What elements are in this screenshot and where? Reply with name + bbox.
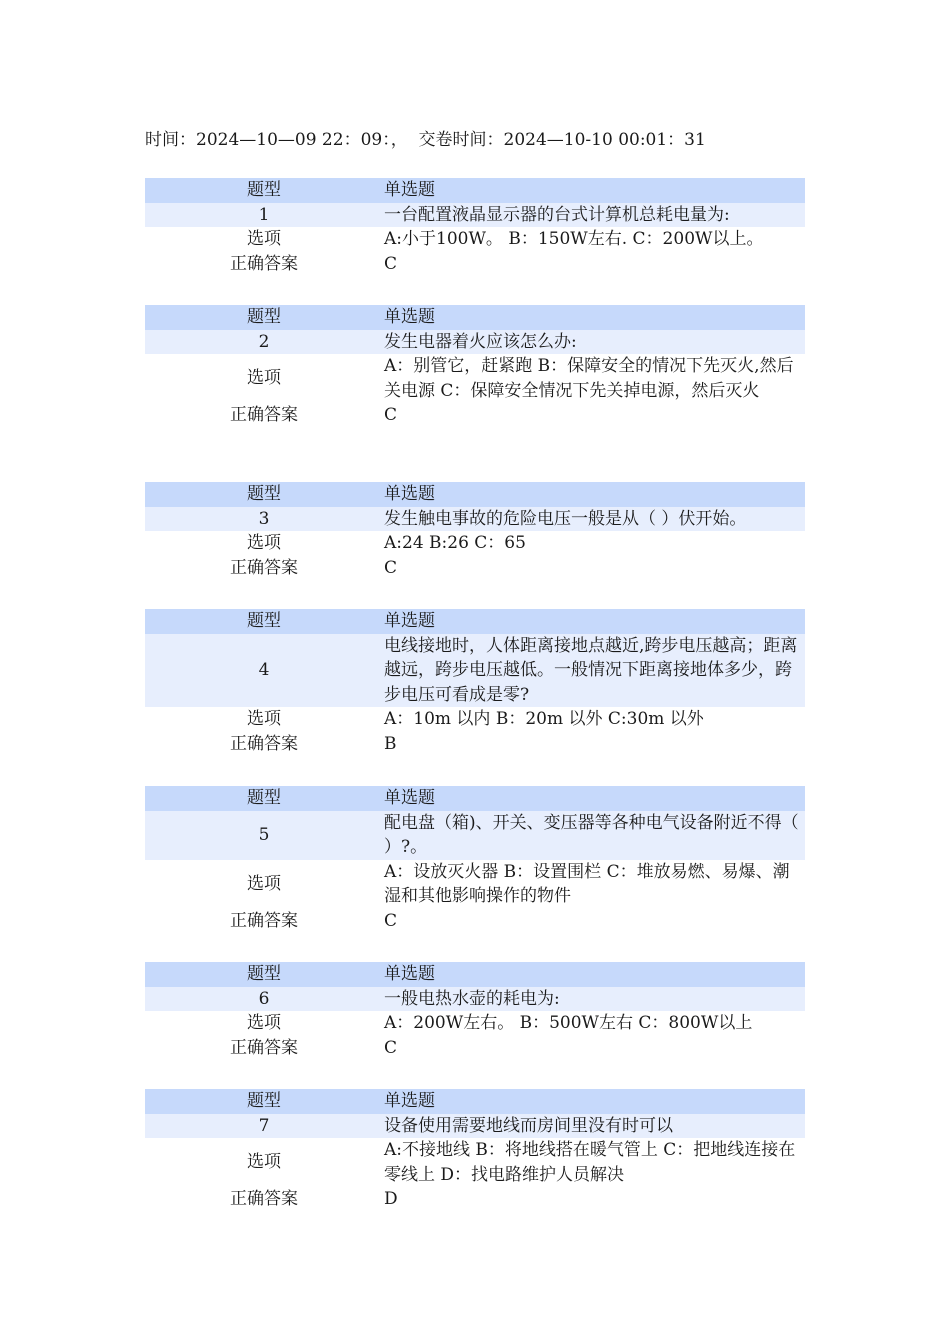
- submit-time-label: 交卷时间：: [418, 130, 504, 150]
- answer-label: 正确答案: [230, 253, 298, 274]
- question-number: 1: [258, 204, 270, 225]
- answer-row: [145, 1187, 805, 1212]
- options-row: [145, 227, 805, 252]
- answer-row: [145, 556, 805, 581]
- answer-value: C: [384, 405, 398, 425]
- answer-value: B: [384, 733, 397, 754]
- question-block-2: [145, 305, 805, 428]
- options-row: [145, 531, 805, 556]
- type-value: 单选题: [384, 1091, 435, 1111]
- question-number: 4: [258, 660, 270, 680]
- question-block-3: [145, 482, 805, 580]
- answer-label: 正确答案: [230, 1189, 298, 1209]
- options-text: A：10m 以内 B：20m 以外 C:30m 以外: [384, 709, 704, 729]
- question-text-row: [145, 507, 805, 532]
- time-label: 时间：: [145, 130, 196, 150]
- submit-time-value: 2024—10-10 00:01：31: [503, 130, 706, 150]
- type-value: 单选题: [384, 307, 435, 327]
- time-value: 2024—10—09 22：09：，: [196, 130, 408, 150]
- question-block-1: [145, 178, 805, 276]
- options-text: A:小于100W。 B：150W左右. C：200W以上。: [384, 229, 764, 249]
- answer-value: C: [384, 910, 398, 931]
- question-text-row: [145, 1114, 805, 1139]
- type-label: 题型: [247, 484, 281, 504]
- type-value: 单选题: [384, 484, 435, 504]
- question-text-row: [145, 811, 805, 860]
- question-block-6: [145, 962, 805, 1060]
- question-text: 一台配置液晶显示器的台式计算机总耗电量为:: [384, 204, 730, 225]
- question-block-7: [145, 1089, 805, 1212]
- question-text: 发生电器着火应该怎么办:: [384, 331, 577, 352]
- type-value: 单选题: [384, 788, 435, 808]
- question-text: 设备使用需要地线而房间里没有时可以: [384, 1115, 673, 1136]
- answer-row: [145, 732, 805, 757]
- options-label: 选项: [247, 1013, 281, 1033]
- type-label: 题型: [247, 1091, 281, 1111]
- options-row: [145, 860, 805, 909]
- options-text: A：设放灭火器 B：设置围栏 C：堆放易燃、易爆、潮湿和其他影响操作的物件: [384, 861, 790, 906]
- question-text-row: [145, 634, 805, 708]
- answer-label: 正确答案: [230, 733, 298, 754]
- options-label: 选项: [247, 229, 281, 249]
- options-label: 选项: [247, 709, 281, 729]
- question-block-5: [145, 786, 805, 933]
- question-type-row: [145, 305, 805, 330]
- question-type-row: [145, 178, 805, 203]
- answer-label: 正确答案: [230, 557, 298, 578]
- question-text: 发生触电事故的危险电压一般是从（ ）伏开始。: [384, 508, 747, 529]
- answer-value: C: [384, 1037, 398, 1058]
- options-row: [145, 1138, 805, 1187]
- question-number: 3: [258, 508, 270, 529]
- type-value: 单选题: [384, 964, 435, 984]
- answer-row: [145, 909, 805, 934]
- question-type-row: [145, 482, 805, 507]
- options-label: 选项: [247, 368, 281, 389]
- type-label: 题型: [247, 611, 281, 631]
- question-number: 6: [258, 988, 270, 1009]
- question-type-row: [145, 1089, 805, 1114]
- options-text: A：别管它，赶紧跑 B：保障安全的情况下先灭火,然后关电源 C：保障安全情况下先关掉电源，然后灭火: [384, 356, 794, 401]
- options-text: A：200W左右。 B：500W左右 C：800W以上: [384, 1013, 753, 1033]
- question-number: 2: [258, 331, 270, 352]
- answer-value: D: [384, 1189, 398, 1209]
- answer-row: [145, 403, 805, 428]
- type-label: 题型: [247, 180, 281, 200]
- answer-row: [145, 1036, 805, 1061]
- options-row: [145, 354, 805, 403]
- options-label: 选项: [247, 873, 281, 894]
- type-label: 题型: [247, 307, 281, 327]
- question-block-4: [145, 609, 805, 756]
- question-type-row: [145, 786, 805, 811]
- answer-value: C: [384, 557, 398, 578]
- answer-row: [145, 252, 805, 277]
- type-label: 题型: [247, 788, 281, 808]
- options-row: [145, 1011, 805, 1036]
- question-text-row: [145, 987, 805, 1012]
- question-text-row: [145, 203, 805, 228]
- answer-value: C: [384, 253, 398, 274]
- question-type-row: [145, 962, 805, 987]
- type-value: 单选题: [384, 180, 435, 200]
- question-text: 电线接地时，人体距离接地点越近,跨步电压越高；距离越远，跨步电压越低。一般情况下距离接地体多少，跨步电压可看成是零?: [384, 635, 798, 705]
- options-text: A:不接地线 B：将地线搭在暖气管上 C：把地线连接在零线上 D：找电路维护人员解决: [384, 1140, 796, 1185]
- question-text-row: [145, 330, 805, 355]
- question-text: 一般电热水壶的耗电为:: [384, 988, 560, 1009]
- type-value: 单选题: [384, 611, 435, 631]
- question-type-row: [145, 609, 805, 634]
- answer-label: 正确答案: [230, 405, 298, 425]
- options-text: A:24 B:26 C：65: [384, 533, 526, 553]
- question-text: 配电盘（箱)、开关、变压器等各种电气设备附近不得（ ）?。: [384, 812, 799, 857]
- question-number: 7: [258, 1115, 270, 1136]
- options-label: 选项: [247, 533, 281, 553]
- answer-label: 正确答案: [230, 910, 298, 931]
- options-label: 选项: [247, 1152, 281, 1173]
- exam-time-header: [145, 128, 706, 152]
- answer-label: 正确答案: [230, 1037, 298, 1058]
- options-row: [145, 707, 805, 732]
- question-number: 5: [258, 824, 270, 845]
- type-label: 题型: [247, 964, 281, 984]
